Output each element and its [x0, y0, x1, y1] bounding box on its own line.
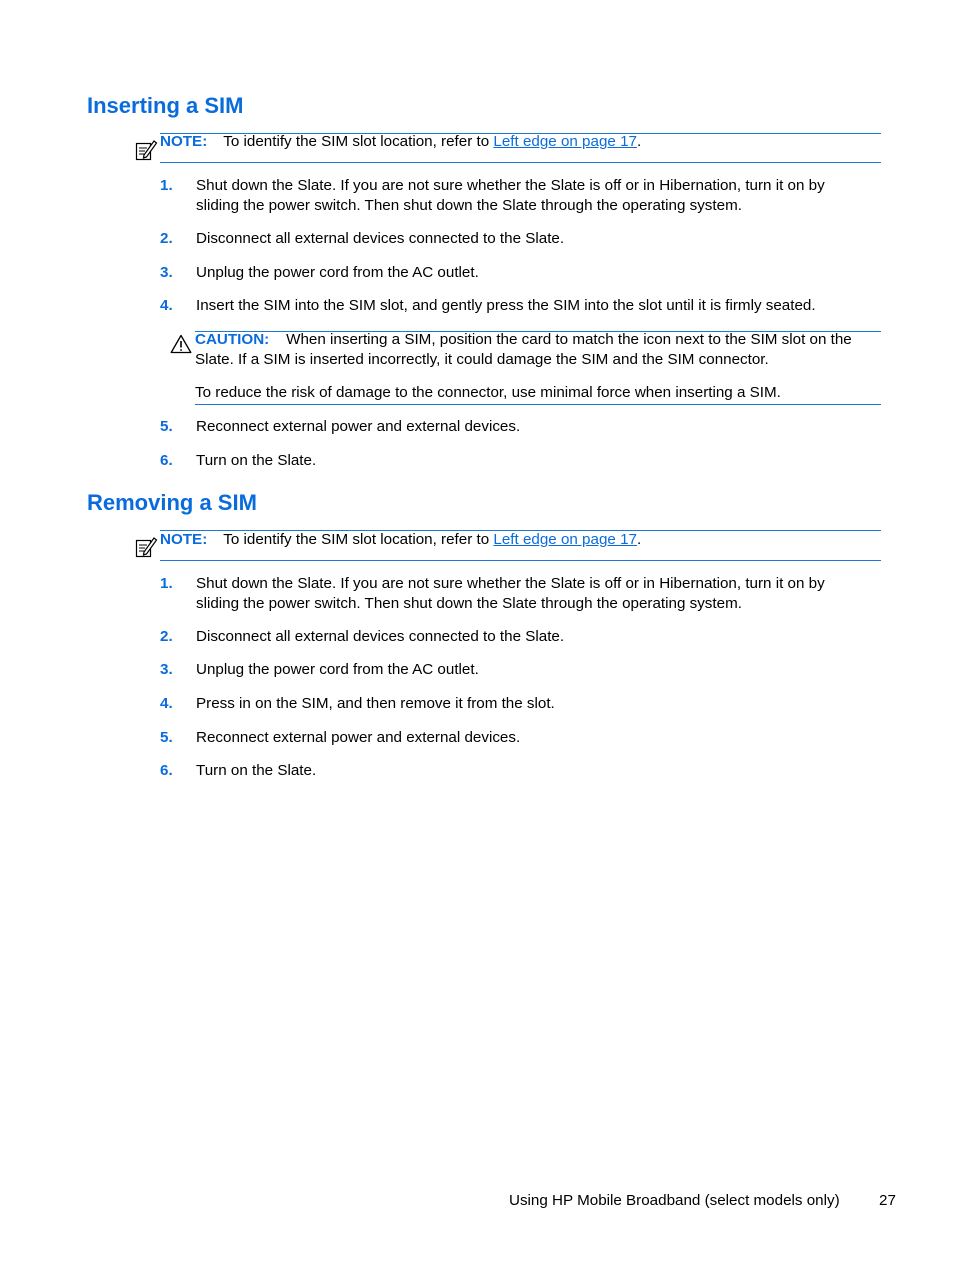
step-text: Turn on the Slate.: [196, 452, 317, 469]
caution-extra: To reduce the risk of damage to the connector, use minimal force when inserting a SIM.: [195, 384, 781, 401]
heading-removing-sim: Removing a SIM: [87, 490, 257, 515]
link-left-edge[interactable]: Left edge on page 17: [493, 133, 637, 150]
step-text: Reconnect external power and external devices.: [196, 729, 521, 746]
step-number: 1.: [160, 177, 173, 194]
step-text: Disconnect all external devices connected to the Slate.: [196, 628, 565, 645]
note-insert: [160, 132, 641, 152]
note-text: To identify the SIM slot location, refer to: [223, 133, 494, 150]
link-left-edge[interactable]: Left edge on page 17: [493, 531, 637, 548]
step-text: Unplug the power cord from the AC outlet.: [196, 661, 479, 678]
note-remove: [160, 530, 641, 550]
step-number: 2.: [160, 230, 173, 247]
step-text: Turn on the Slate.: [196, 762, 317, 779]
step-number: 2.: [160, 628, 173, 645]
step-text: Reconnect external power and external devices.: [196, 418, 521, 435]
note-label: NOTE:: [160, 133, 208, 150]
step-number: 6.: [160, 452, 173, 469]
note-label: NOTE:: [160, 531, 208, 548]
step-number: 6.: [160, 762, 173, 779]
note-rule-bottom: [160, 162, 881, 163]
note-pencil-icon: [134, 138, 158, 162]
footer-title: Using HP Mobile Broadband (select models only): [509, 1192, 840, 1209]
note-suffix: .: [636, 133, 642, 150]
step-number: 5.: [160, 729, 173, 746]
note-rule-bottom: [160, 560, 881, 561]
step-number: 4.: [160, 695, 173, 712]
step-number: 5.: [160, 418, 173, 435]
step-text: Insert the SIM into the SIM slot, and gently press the SIM into the slot until it is firmly seated.: [196, 297, 816, 314]
step-text: Unplug the power cord from the AC outlet.: [196, 264, 479, 281]
note-text: To identify the SIM slot location, refer to: [223, 531, 494, 548]
heading-inserting-sim: Inserting a SIM: [87, 93, 244, 118]
step-text: Shut down the Slate. If you are not sure whether the Slate is off or in Hibernation, turn it on by sliding the power switch. Then shut down the Slate through the operating system.: [196, 177, 825, 214]
step-text: Press in on the SIM, and then remove it from the slot.: [196, 695, 555, 712]
step-number: 1.: [160, 575, 173, 592]
step-number: 3.: [160, 264, 173, 281]
step-text: Disconnect all external devices connected to the Slate.: [196, 230, 565, 247]
note-suffix: .: [636, 531, 642, 548]
warning-triangle-icon: [170, 334, 192, 354]
caution-rule-bottom: [195, 404, 881, 405]
step-number: 3.: [160, 661, 173, 678]
note-pencil-icon: [134, 535, 158, 559]
caution-paragraph: [195, 330, 875, 369]
caution-label: CAUTION:: [195, 331, 270, 348]
step-number: 4.: [160, 297, 173, 314]
caution-text: When inserting a SIM, position the card to match the icon next to the SIM slot on the Slate. If a SIM is inserted incorrectly, it could damage the SIM and the SIM connector.: [195, 331, 852, 368]
step-text: Shut down the Slate. If you are not sure whether the Slate is off or in Hibernation, turn it on by sliding the power switch. Then shut down the Slate through the operating system.: [196, 575, 825, 612]
page-number: 27: [879, 1192, 896, 1209]
